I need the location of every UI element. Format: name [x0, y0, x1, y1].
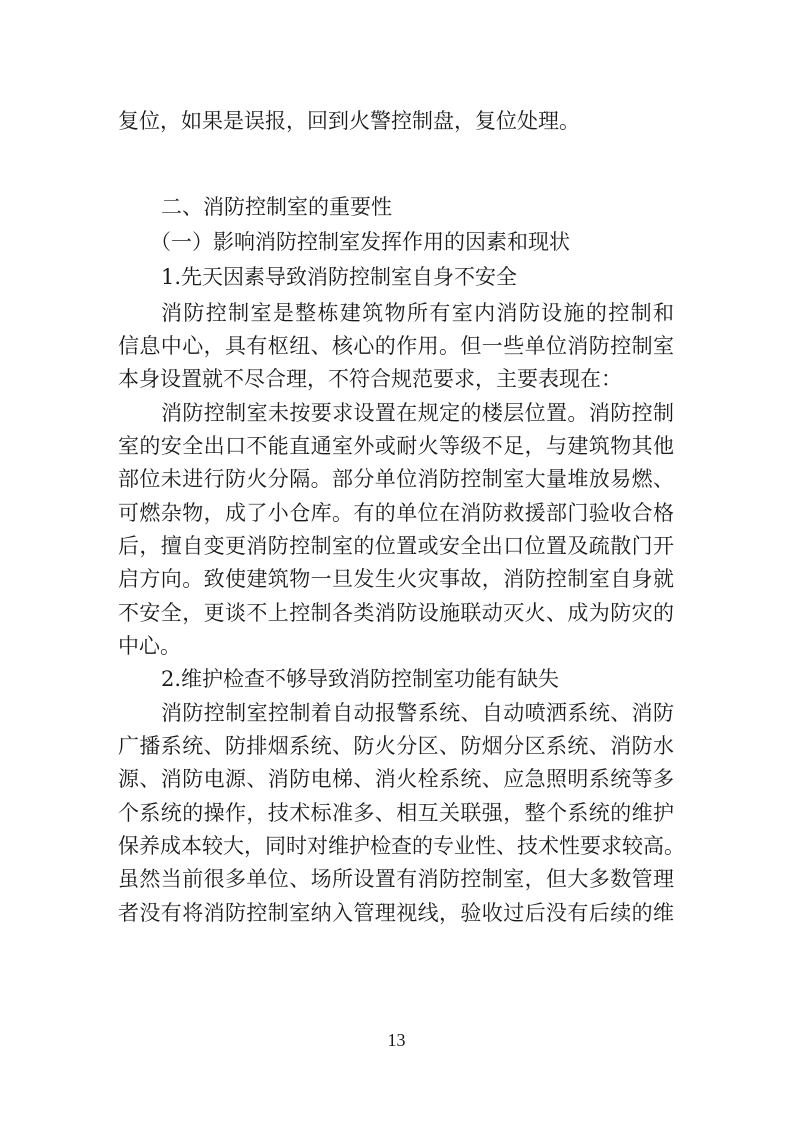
para1-line: 本身设置就不尽合理，不符合规范要求，主要表现在： — [118, 367, 622, 391]
section-heading: 二、消防控制室的重要性 — [161, 195, 392, 219]
para2-line: 不安全，更谈不上控制各类消防设施联动灭火、成为防灾的 — [118, 601, 674, 625]
para2-line: 后，擅自变更消防控制室的位置或安全出口位置及疏散门开 — [118, 534, 674, 558]
para1-line: 消防控制室是整栋建筑物所有室内消防设施的控制和 — [161, 301, 674, 325]
para2-line: 启方向。致使建筑物一旦发生火灾事故，消防控制室自身就 — [118, 567, 674, 591]
para3-line: 源、消防电源、消防电梯、消火栓系统、应急照明系统等多 — [118, 767, 674, 791]
para1-line: 信息中心，具有枢纽、核心的作用。但一些单位消防控制室 — [118, 334, 674, 358]
continuation-line: 复位，如果是误报，回到火警控制盘，复位处理。 — [118, 109, 580, 133]
item2-heading: 2.维护检查不够导致消防控制室功能有缺失 — [161, 667, 560, 691]
para3-line: 者没有将消防控制室纳入管理视线，验收过后没有后续的维 — [118, 901, 674, 925]
para2-line: 部位未进行防火分隔。部分单位消防控制室大量堆放易燃、 — [118, 467, 674, 491]
para2-line: 消防控制室未按要求设置在规定的楼层位置。消防控制 — [161, 401, 674, 425]
item1-heading: 1.先天因素导致消防控制室自身不安全 — [161, 265, 518, 289]
para3-line: 个系统的操作，技术标准多、相互关联强，整个系统的维护 — [118, 801, 674, 825]
para3-line: 保养成本较大，同时对维护检查的专业性、技术性要求较高。 — [118, 834, 685, 858]
para2-line: 室的安全出口不能直通室外或耐火等级不足，与建筑物其他 — [118, 434, 674, 458]
page-number: 13 — [387, 1030, 406, 1050]
para3-line: 广播系统、防排烟系统、防火分区、防烟分区系统、消防水 — [118, 734, 674, 758]
subsection-heading: （一）影响消防控制室发挥作用的因素和现状 — [150, 230, 570, 254]
para3-line: 虽然当前很多单位、场所设置有消防控制室，但大多数管理 — [118, 867, 674, 891]
para2-line: 中心。 — [118, 634, 181, 658]
para2-line: 可燃杂物，成了小仓库。有的单位在消防救援部门验收合格 — [118, 501, 674, 525]
para3-line: 消防控制室控制着自动报警系统、自动喷洒系统、消防 — [161, 701, 674, 725]
